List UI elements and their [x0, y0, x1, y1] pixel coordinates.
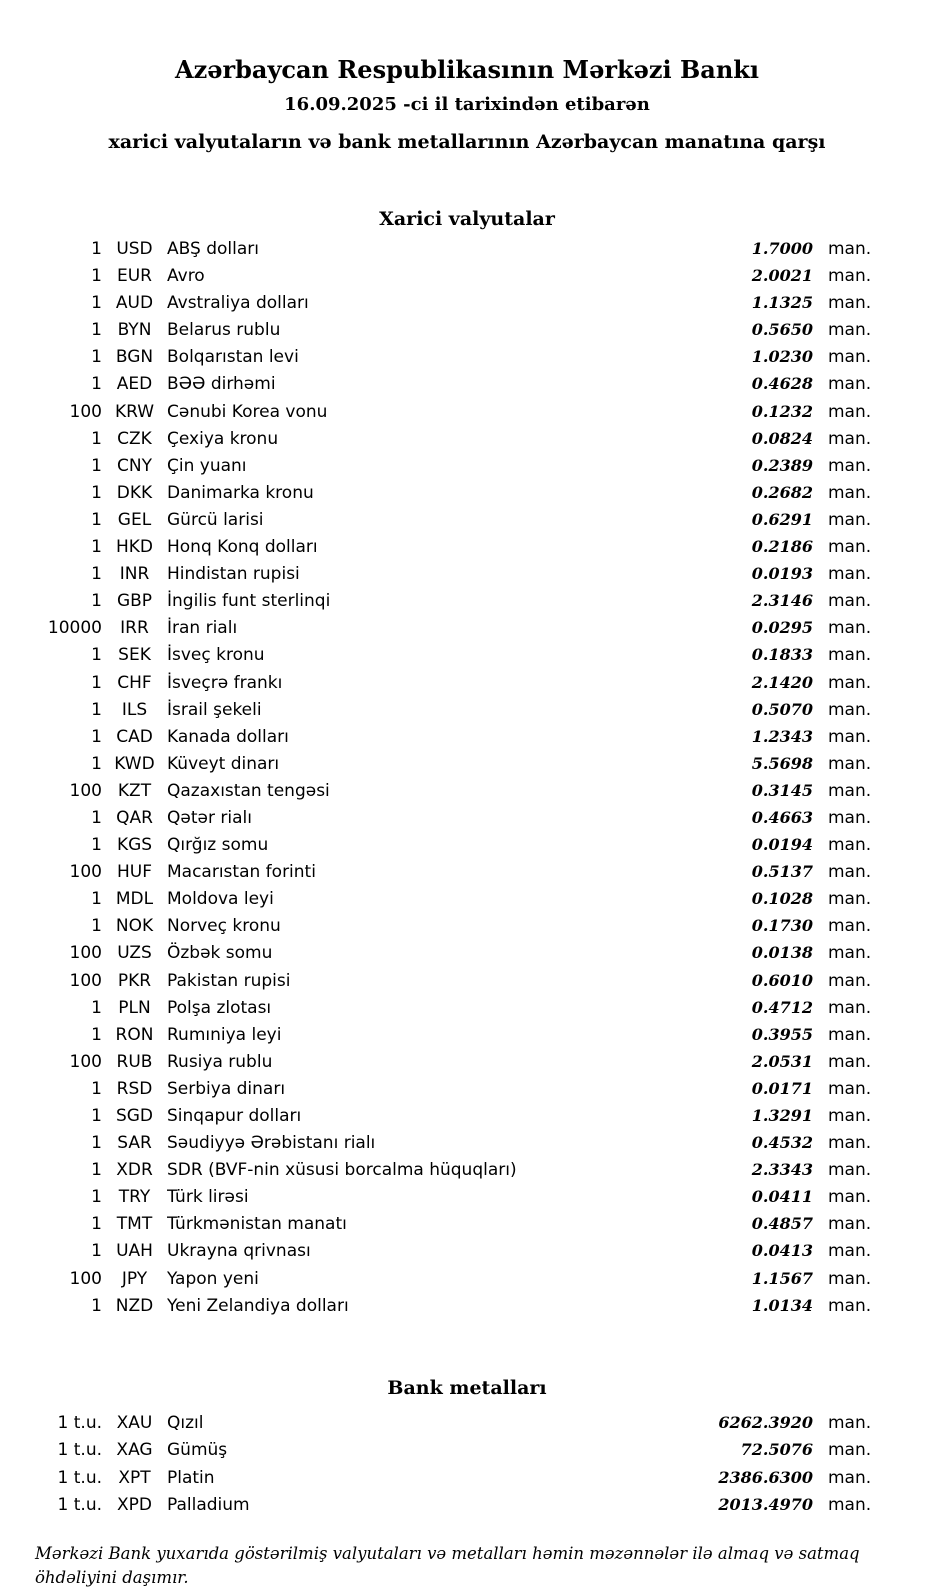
currency-code: MDL — [115, 889, 154, 910]
table-row — [0, 1156, 934, 1183]
rate-value: 0.2186 — [751, 537, 813, 557]
rate-unit: man. — [828, 807, 872, 828]
rate-value: 0.5070 — [751, 699, 813, 719]
currency-name: Hindistan rupisi — [167, 564, 300, 585]
currency-code: KWD — [114, 753, 155, 774]
rate-value: 0.0138 — [751, 943, 813, 963]
quantity-value: 1 — [91, 1187, 102, 1208]
currency-name: Avstraliya dolları — [167, 293, 309, 314]
currency-section-title: Xarici valyutalar — [379, 208, 555, 230]
table-row — [0, 858, 934, 885]
table-row — [0, 425, 934, 452]
currency-name: Platin — [167, 1467, 215, 1488]
currency-name: Türk lirəsi — [167, 1187, 249, 1208]
currency-name: Norveç kronu — [167, 916, 281, 937]
quantity-value: 100 — [69, 780, 102, 801]
table-row — [0, 370, 934, 397]
rate-value: 1.0134 — [751, 1295, 813, 1315]
rate-unit: man. — [828, 347, 872, 368]
rate-value: 0.4663 — [751, 807, 813, 827]
currency-code: CNY — [117, 455, 152, 476]
rate-value: 0.0193 — [751, 564, 813, 584]
quantity-value: 100 — [69, 1051, 102, 1072]
quantity-value: 1 — [91, 672, 102, 693]
currency-code: XAU — [116, 1412, 153, 1433]
currency-name: Pakistan rupisi — [167, 970, 291, 991]
currency-name: Çin yuanı — [167, 455, 247, 476]
quantity-value: 1 — [91, 591, 102, 612]
quantity-value: 1 — [91, 889, 102, 910]
currency-name: İsveç kronu — [167, 645, 265, 666]
rate-unit: man. — [828, 862, 872, 883]
currency-name: Bolqarıstan levi — [167, 347, 299, 368]
rate-unit: man. — [828, 889, 872, 910]
rate-value: 0.1028 — [751, 889, 813, 909]
table-row — [0, 1075, 934, 1102]
currency-code: INR — [119, 564, 150, 585]
rate-value: 6262.3920 — [718, 1412, 813, 1432]
currency-code: CAD — [116, 726, 153, 747]
rate-unit: man. — [828, 970, 872, 991]
table-row — [0, 831, 934, 858]
quantity-value: 1 — [91, 509, 102, 530]
currency-name: Honq Konq dolları — [167, 537, 318, 558]
table-row — [0, 1265, 934, 1292]
rate-unit: man. — [828, 1412, 872, 1433]
quantity-value: 1 — [91, 753, 102, 774]
table-row — [0, 452, 934, 479]
rate-unit: man. — [828, 1106, 872, 1126]
table-row — [0, 506, 934, 533]
rate-unit: man. — [828, 1268, 872, 1289]
quantity-value: 1 t.u. — [57, 1467, 102, 1488]
table-row — [0, 560, 934, 587]
quantity-value: 1 — [91, 1160, 102, 1181]
currency-name: İsveçrə frankı — [167, 672, 283, 693]
quantity-value: 1 — [91, 266, 102, 287]
currency-name: Belarus rublu — [167, 320, 281, 341]
rate-value: 0.1833 — [751, 645, 813, 665]
rate-unit: man. — [828, 320, 872, 341]
rate-value: 0.0171 — [751, 1078, 813, 1098]
rate-unit: man. — [828, 1295, 872, 1316]
rate-value: 0.1232 — [751, 401, 813, 421]
quantity-value: 1 — [91, 807, 102, 828]
currency-code: KRW — [114, 401, 155, 422]
rate-value: 0.6010 — [751, 970, 813, 990]
rate-unit: man. — [828, 509, 872, 530]
table-row — [0, 939, 934, 966]
currency-code: UAH — [116, 1241, 153, 1262]
currency-name: Gürcü larisi — [167, 509, 264, 530]
table-row — [0, 1183, 934, 1210]
currency-code: PKR — [117, 970, 152, 991]
currency-code: SGD — [115, 1106, 154, 1126]
currency-code: AED — [116, 374, 153, 395]
rate-unit: man. — [828, 672, 872, 693]
table-row — [0, 1491, 934, 1519]
rate-unit: man. — [828, 239, 872, 259]
currency-code: SAR — [117, 1133, 152, 1154]
quantity-value: 100 — [69, 970, 102, 991]
rate-value: 0.0194 — [751, 835, 813, 855]
currency-name: Türkmənistan manatı — [167, 1214, 347, 1235]
currency-code: NOK — [115, 916, 154, 937]
rate-unit: man. — [828, 1187, 872, 1208]
currency-code: GBP — [116, 591, 153, 612]
quantity-value: 100 — [69, 943, 102, 964]
table-row — [0, 994, 934, 1021]
currency-code: CHF — [117, 672, 152, 693]
currency-code: QAR — [116, 807, 153, 828]
table-row — [0, 1292, 934, 1319]
rate-value: 1.1325 — [751, 293, 813, 313]
currency-name: İsrail şekeli — [167, 699, 262, 720]
table-row — [0, 1237, 934, 1264]
rate-unit: man. — [828, 1078, 872, 1099]
currency-name: Yeni Zelandiya dolları — [167, 1295, 349, 1316]
currency-code: DKK — [116, 482, 153, 503]
quantity-value: 1 — [91, 1241, 102, 1262]
rate-value: 0.4712 — [751, 997, 813, 1017]
currency-code: EUR — [117, 266, 152, 287]
rate-value: 2.3343 — [751, 1160, 813, 1180]
table-row — [0, 885, 934, 912]
table-row — [0, 587, 934, 614]
rate-value: 2013.4970 — [718, 1495, 813, 1515]
quantity-value: 100 — [69, 401, 102, 422]
quantity-value: 1 — [91, 428, 102, 449]
currency-code: HKD — [115, 537, 154, 558]
currency-code: HUF — [116, 862, 152, 883]
table-row — [0, 1210, 934, 1237]
table-row — [0, 967, 934, 994]
table-row — [0, 289, 934, 316]
rate-unit: man. — [828, 1024, 872, 1045]
table-row — [0, 641, 934, 668]
currency-code: RSD — [116, 1078, 153, 1099]
metals-section-title: Bank metalları — [387, 1376, 547, 1399]
currency-code: RUB — [116, 1051, 153, 1072]
rate-unit: man. — [828, 1241, 872, 1262]
currency-code: CZK — [117, 428, 152, 449]
rate-value: 1.3291 — [751, 1106, 813, 1125]
quantity-value: 1 — [91, 374, 102, 395]
rate-value: 2386.6300 — [718, 1467, 813, 1487]
quantity-value: 1 t.u. — [57, 1495, 102, 1516]
table-row — [0, 1464, 934, 1492]
table-row — [0, 316, 934, 343]
currency-code: AUD — [115, 293, 154, 314]
rate-unit: man. — [828, 1495, 872, 1516]
currency-name: İngilis funt sterlinqi — [167, 591, 331, 612]
table-row — [0, 398, 934, 425]
rate-value: 1.1567 — [751, 1268, 813, 1288]
currency-code: XDR — [116, 1160, 153, 1181]
currency-code: GEL — [117, 509, 152, 530]
quantity-value: 1 — [91, 455, 102, 476]
table-row — [0, 1436, 934, 1464]
rate-value: 0.2682 — [751, 482, 813, 502]
rate-unit: man. — [828, 482, 872, 503]
currency-code: NZD — [115, 1295, 154, 1316]
quantity-value: 1 — [91, 916, 102, 937]
currency-name: Səudiyyə Ərəbistanı rialı — [167, 1133, 376, 1154]
rate-value: 2.3146 — [751, 591, 813, 611]
table-row — [0, 1129, 934, 1156]
effective-date-line: 16.09.2025 -ci il tarixindən etibarən — [284, 94, 650, 115]
currency-code: PLN — [118, 997, 151, 1018]
currency-name: Qətər rialı — [167, 807, 252, 828]
quantity-value: 1 — [91, 1133, 102, 1154]
rate-value: 72.5076 — [740, 1440, 813, 1460]
currency-name: Cənubi Korea vonu — [167, 401, 328, 422]
rate-unit: man. — [828, 1051, 872, 1072]
quantity-value: 1 — [91, 482, 102, 503]
currency-name: ABŞ dolları — [167, 239, 259, 259]
currency-code: XAG — [116, 1440, 153, 1461]
currency-name: Rusiya rublu — [167, 1051, 273, 1072]
rate-value: 0.0295 — [751, 618, 813, 638]
currency-code: TRY — [118, 1187, 151, 1208]
rate-unit: man. — [828, 1467, 872, 1488]
currency-code: KGS — [116, 835, 153, 856]
page-title: Azərbaycan Respublikasının Mərkəzi Bankı — [174, 55, 760, 84]
rate-unit: man. — [828, 1160, 872, 1181]
rate-unit: man. — [828, 916, 872, 937]
rate-unit: man. — [828, 753, 872, 774]
rate-value: 2.1420 — [751, 672, 813, 692]
currency-name: SDR (BVF-nin xüsusi borcalma hüquqları) — [167, 1160, 517, 1181]
quantity-value: 1 — [91, 293, 102, 314]
currency-name: Qızıl — [167, 1412, 204, 1433]
rate-unit: man. — [828, 1214, 872, 1235]
rate-unit: man. — [828, 645, 872, 666]
currency-name: Gümüş — [167, 1440, 228, 1461]
quantity-value: 1 — [91, 320, 102, 341]
quantity-value: 1 — [91, 537, 102, 558]
rate-unit: man. — [828, 293, 872, 314]
rate-value: 0.1730 — [751, 916, 813, 936]
rate-unit: man. — [828, 943, 872, 964]
quantity-value: 1 — [91, 1078, 102, 1099]
rate-value: 0.3145 — [751, 780, 813, 800]
quantity-value: 1 — [91, 1106, 102, 1126]
currency-name: Özbək somu — [167, 943, 273, 964]
rate-unit: man. — [828, 1133, 872, 1154]
table-row — [0, 262, 934, 289]
rate-value: 0.2389 — [751, 455, 813, 475]
rate-value: 1.0230 — [751, 347, 813, 367]
quantity-value: 1 — [91, 699, 102, 720]
rate-unit: man. — [828, 699, 872, 720]
table-row — [0, 669, 934, 696]
table-row — [0, 804, 934, 831]
rate-unit: man. — [828, 591, 872, 612]
currency-name: Küveyt dinarı — [167, 753, 280, 774]
currency-code: JPY — [121, 1268, 148, 1289]
currency-name: Qazaxıstan tengəsi — [167, 780, 330, 801]
rate-unit: man. — [828, 618, 872, 639]
table-row — [0, 1048, 934, 1075]
rate-value: 0.0413 — [751, 1241, 813, 1261]
currency-name: Sinqapur dolları — [167, 1106, 302, 1126]
currency-name: Polşa zlotası — [167, 997, 272, 1018]
rate-value: 0.5650 — [751, 320, 813, 340]
quantity-value: 1 — [91, 835, 102, 856]
rate-value: 2.0021 — [751, 266, 813, 286]
currency-name: Macarıstan forinti — [167, 862, 316, 883]
quantity-value: 1 — [91, 645, 102, 666]
quantity-value: 1 — [91, 726, 102, 747]
rate-value: 0.0411 — [751, 1187, 813, 1207]
table-row — [0, 777, 934, 804]
table-row — [0, 912, 934, 939]
currency-name: BƏƏ dirhəmi — [167, 374, 276, 395]
quantity-value: 1 t.u. — [57, 1440, 102, 1461]
rate-value: 1.7000 — [751, 239, 813, 258]
table-row — [0, 696, 934, 723]
table-row — [0, 479, 934, 506]
quantity-value: 100 — [69, 862, 102, 883]
quantity-value: 1 — [91, 239, 102, 259]
page-subtitle: xarici valyutaların və bank metallarının Azərbaycan manatına qarşı — [108, 131, 826, 153]
currency-code: RON — [115, 1024, 154, 1045]
currency-code: UZS — [117, 943, 152, 964]
currency-name: Yapon yeni — [167, 1268, 259, 1289]
rate-unit: man. — [828, 266, 872, 287]
footer-disclaimer: Mərkəzi Bank yuxarıda göstərilmiş valyutaları və metalları həmin məzənnələr ilə almaq və satmaq öhdəliyini daşımır. — [35, 1543, 860, 1587]
rate-value: 1.2343 — [751, 726, 813, 746]
table-row — [0, 235, 934, 262]
quantity-value: 1 — [91, 1214, 102, 1235]
table-row — [0, 533, 934, 560]
currency-code: XPT — [118, 1467, 151, 1488]
rate-unit: man. — [828, 780, 872, 801]
currency-code: XPD — [117, 1495, 152, 1516]
currency-name: Serbiya dinarı — [167, 1078, 286, 1099]
rate-value: 5.5698 — [751, 753, 813, 773]
currency-name: Ukrayna qrivnası — [167, 1241, 311, 1262]
currency-code: SEK — [118, 645, 151, 666]
quantity-value: 1 t.u. — [57, 1412, 102, 1433]
rate-unit: man. — [828, 537, 872, 558]
currency-name: Danimarka kronu — [167, 482, 314, 503]
table-row — [0, 723, 934, 750]
currency-code: ILS — [121, 699, 148, 720]
quantity-value: 10000 — [47, 618, 102, 639]
quantity-value: 1 — [91, 1295, 102, 1316]
rate-value: 0.4857 — [751, 1214, 813, 1234]
quantity-value: 100 — [69, 1268, 102, 1289]
table-row — [0, 1021, 934, 1048]
quantity-value: 1 — [91, 997, 102, 1018]
rate-value: 2.0531 — [751, 1051, 813, 1071]
currency-name: Palladium — [167, 1495, 250, 1516]
table-row — [0, 614, 934, 641]
rate-value: 0.6291 — [751, 509, 813, 529]
currency-name: Moldova leyi — [167, 889, 274, 910]
rate-unit: man. — [828, 455, 872, 476]
rate-value: 0.4532 — [751, 1133, 813, 1153]
rate-unit: man. — [828, 428, 872, 449]
currency-name: Kanada dolları — [167, 726, 289, 747]
rate-unit: man. — [828, 564, 872, 585]
rate-unit: man. — [828, 726, 872, 747]
quantity-value: 1 — [91, 347, 102, 368]
rate-unit: man. — [828, 374, 872, 395]
rate-value: 0.3955 — [751, 1024, 813, 1044]
currency-name: Çexiya kronu — [167, 428, 279, 449]
quantity-value: 1 — [91, 564, 102, 585]
rate-value: 0.4628 — [751, 374, 813, 394]
currency-name: Avro — [167, 266, 205, 287]
table-row — [0, 343, 934, 370]
currency-name: İran rialı — [167, 618, 238, 639]
metal-rates-table — [0, 1409, 934, 1519]
quantity-value: 1 — [91, 1024, 102, 1045]
currency-code: KZT — [117, 780, 152, 801]
currency-rates-table — [0, 235, 934, 1319]
currency-name: Rumıniya leyi — [167, 1024, 282, 1045]
table-row — [0, 1102, 934, 1129]
currency-code: TMT — [116, 1214, 153, 1235]
rate-unit: man. — [828, 835, 872, 856]
currency-name: Qırğız somu — [167, 835, 269, 856]
rate-value: 0.0824 — [751, 428, 813, 448]
rate-value: 0.5137 — [751, 862, 813, 882]
table-row — [0, 1409, 934, 1437]
currency-code: IRR — [120, 618, 149, 639]
rate-unit: man. — [828, 997, 872, 1018]
table-row — [0, 750, 934, 777]
currency-code: USD — [116, 239, 153, 259]
currency-code: BYN — [117, 320, 152, 341]
currency-code: BGN — [115, 347, 154, 368]
rate-unit: man. — [828, 401, 872, 422]
rate-unit: man. — [828, 1440, 872, 1461]
